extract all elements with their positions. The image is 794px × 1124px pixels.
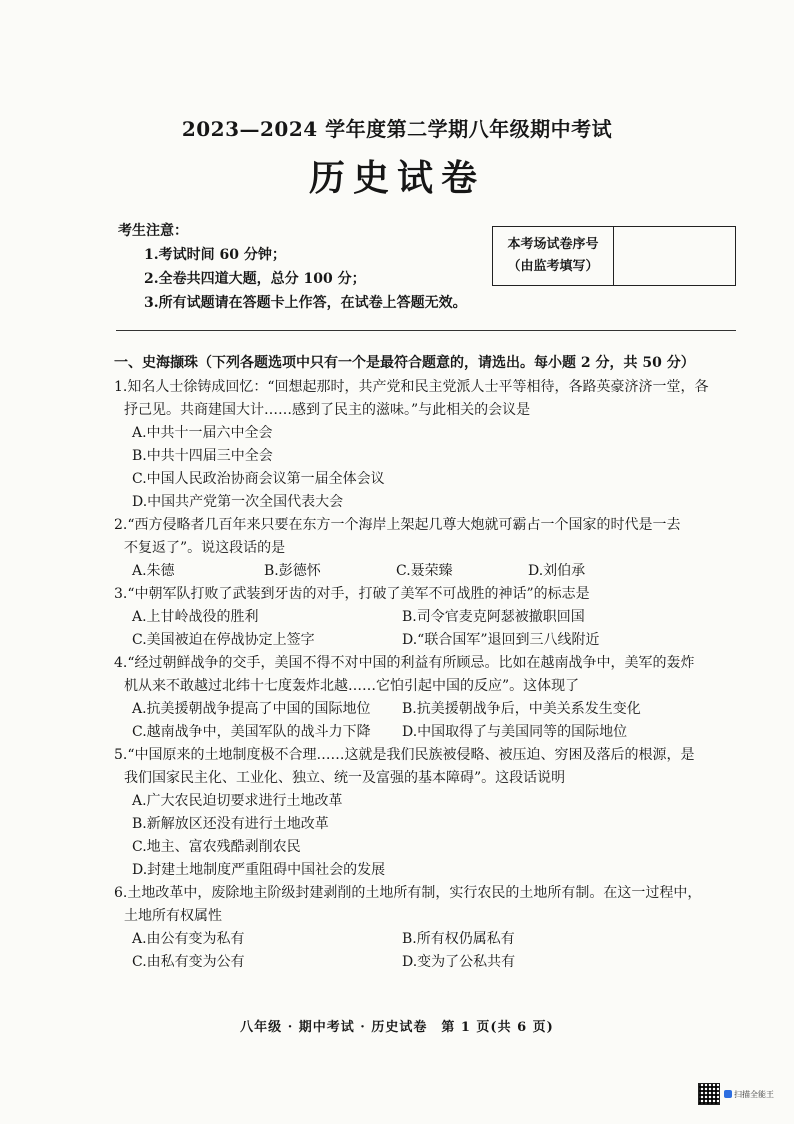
question-stem: 土地所有权属性: [124, 908, 222, 924]
question-stem: 5.“中国原来的土地制度极不合理……这就是我们民族被侵略、被压迫、穷困及落后的根源，是: [114, 747, 695, 763]
question-section: [114, 352, 740, 974]
option-c: C.美国被迫在停战协定上签字: [132, 632, 315, 648]
scanner-logo-icon: [724, 1090, 732, 1098]
serial-number-label: [493, 227, 614, 285]
question-stem: 不复返了”。说这段话的是: [124, 540, 286, 556]
page-footer: 八年级 · 期中考试 · 历史试卷 第 1 页(共 6 页): [240, 1020, 554, 1035]
serial-number-box: [492, 226, 736, 286]
option-d: D.中国共产党第一次全国代表大会: [132, 494, 344, 510]
option-b: B.司令官麦克阿瑟被撤职回国: [402, 609, 585, 625]
candidate-notice: [118, 219, 467, 315]
question-6: [114, 882, 740, 974]
option-c: C.聂荣臻: [396, 563, 453, 579]
question-stem: 3.“中朝军队打败了武装到牙齿的对手，打破了美军不可战胜的神话”的标志是: [114, 586, 590, 602]
option-b: B.中共十四届三中全会: [132, 448, 273, 464]
option-row: [114, 606, 740, 629]
question-2: [114, 514, 740, 583]
option-c: C.中国人民政治协商会议第一届全体会议: [132, 471, 385, 487]
option-a: A.抗美援朝战争提高了中国的国际地位: [132, 701, 371, 717]
option-d: D.刘伯承: [528, 563, 586, 579]
option-c: C.越南战争中，美国军队的战斗力下降: [132, 724, 371, 740]
section-heading: 一、史海撷珠（下列各题选项中只有一个是最符合题意的，请选出。每小题 2 分，共 50 分）: [114, 355, 695, 371]
option-a: A.中共十一届六中全会: [132, 425, 273, 441]
notice-item: 2.全卷共四道大题，总分 100 分；: [144, 271, 366, 287]
option-c: C.由私有变为公有: [132, 954, 245, 970]
notice-item: 1.考试时间 60 分钟；: [144, 247, 286, 263]
exam-title-line: 2023—2024 学年度第二学期八年级期中考试: [181, 117, 613, 141]
option-row: [114, 629, 740, 652]
question-5: [114, 744, 740, 882]
option-d: D.变为了公私共有: [402, 954, 516, 970]
serial-label-line2: （由监考填写）: [507, 259, 599, 274]
qr-code-icon: [698, 1083, 720, 1105]
option-d: D.中国取得了与美国同等的国际地位: [402, 724, 628, 740]
option-row: [114, 951, 740, 974]
exam-subject-title: 历史试卷: [308, 157, 485, 199]
question-3: [114, 583, 740, 652]
option-row: [114, 721, 740, 744]
notice-item: 3.所有试题请在答题卡上作答，在试卷上答题无效。: [144, 295, 467, 311]
option-d: D.封建土地制度严重阻碍中国社会的发展: [132, 862, 386, 878]
option-row: [114, 928, 740, 951]
option-b: B.抗美援朝战争后，中美关系发生变化: [402, 701, 641, 717]
serial-label-line1: 本考场试卷序号: [507, 237, 599, 252]
serial-number-field[interactable]: [614, 227, 735, 285]
option-a: A.上甘岭战役的胜利: [132, 609, 259, 625]
option-d: D.“联合国军”退回到三八线附近: [402, 632, 600, 648]
scanner-watermark: [698, 1083, 782, 1105]
question-stem: 4.“经过朝鲜战争的交手，美国不得不对中国的利益有所顾忌。比如在越南战争中，美军的轰炸: [114, 655, 695, 671]
question-stem: 我们国家民主化、工业化、独立、统一及富强的基本障碍”。这段话说明: [124, 770, 566, 786]
scanner-brand-name: 扫描全能王: [734, 1089, 774, 1099]
question-stem: 机从来不敢越过北纬十七度轰炸北越……它怕引起中国的反应”。这体现了: [124, 678, 580, 694]
scanner-brand: [724, 1090, 774, 1099]
question-stem: 2.“西方侵略者几百年来只要在东方一个海岸上架起几尊大炮就可霸占一个国家的时代是一去: [114, 517, 681, 533]
option-row: [114, 698, 740, 721]
question-stem: 1.知名人士徐铸成回忆：“回想起那时，共产党和民主党派人士平等相待，各路英豪济济一堂，各: [114, 379, 709, 395]
question-1: [114, 376, 740, 514]
option-a: A.广大农民迫切要求进行土地改革: [132, 793, 343, 809]
question-4: [114, 652, 740, 744]
option-a: A.由公有变为私有: [132, 931, 245, 947]
question-stem: 6.土地改革中，废除地主阶级封建剥削的土地所有制，实行农民的土地所有制。在这一过程中，: [114, 885, 702, 901]
question-stem: 抒己见。共商建国大计……感到了民主的滋味。”与此相关的会议是: [124, 402, 531, 418]
option-c: C.地主、富农残酷剥削农民: [132, 839, 301, 855]
option-row: [114, 560, 740, 583]
option-a: A.朱德: [132, 563, 175, 579]
header-divider: [116, 330, 736, 331]
option-b: B.新解放区还没有进行土地改革: [132, 816, 329, 832]
option-b: B.所有权仍属私有: [402, 931, 515, 947]
notice-heading: 考生注意：: [118, 223, 188, 239]
option-b: B.彭德怀: [264, 563, 321, 579]
